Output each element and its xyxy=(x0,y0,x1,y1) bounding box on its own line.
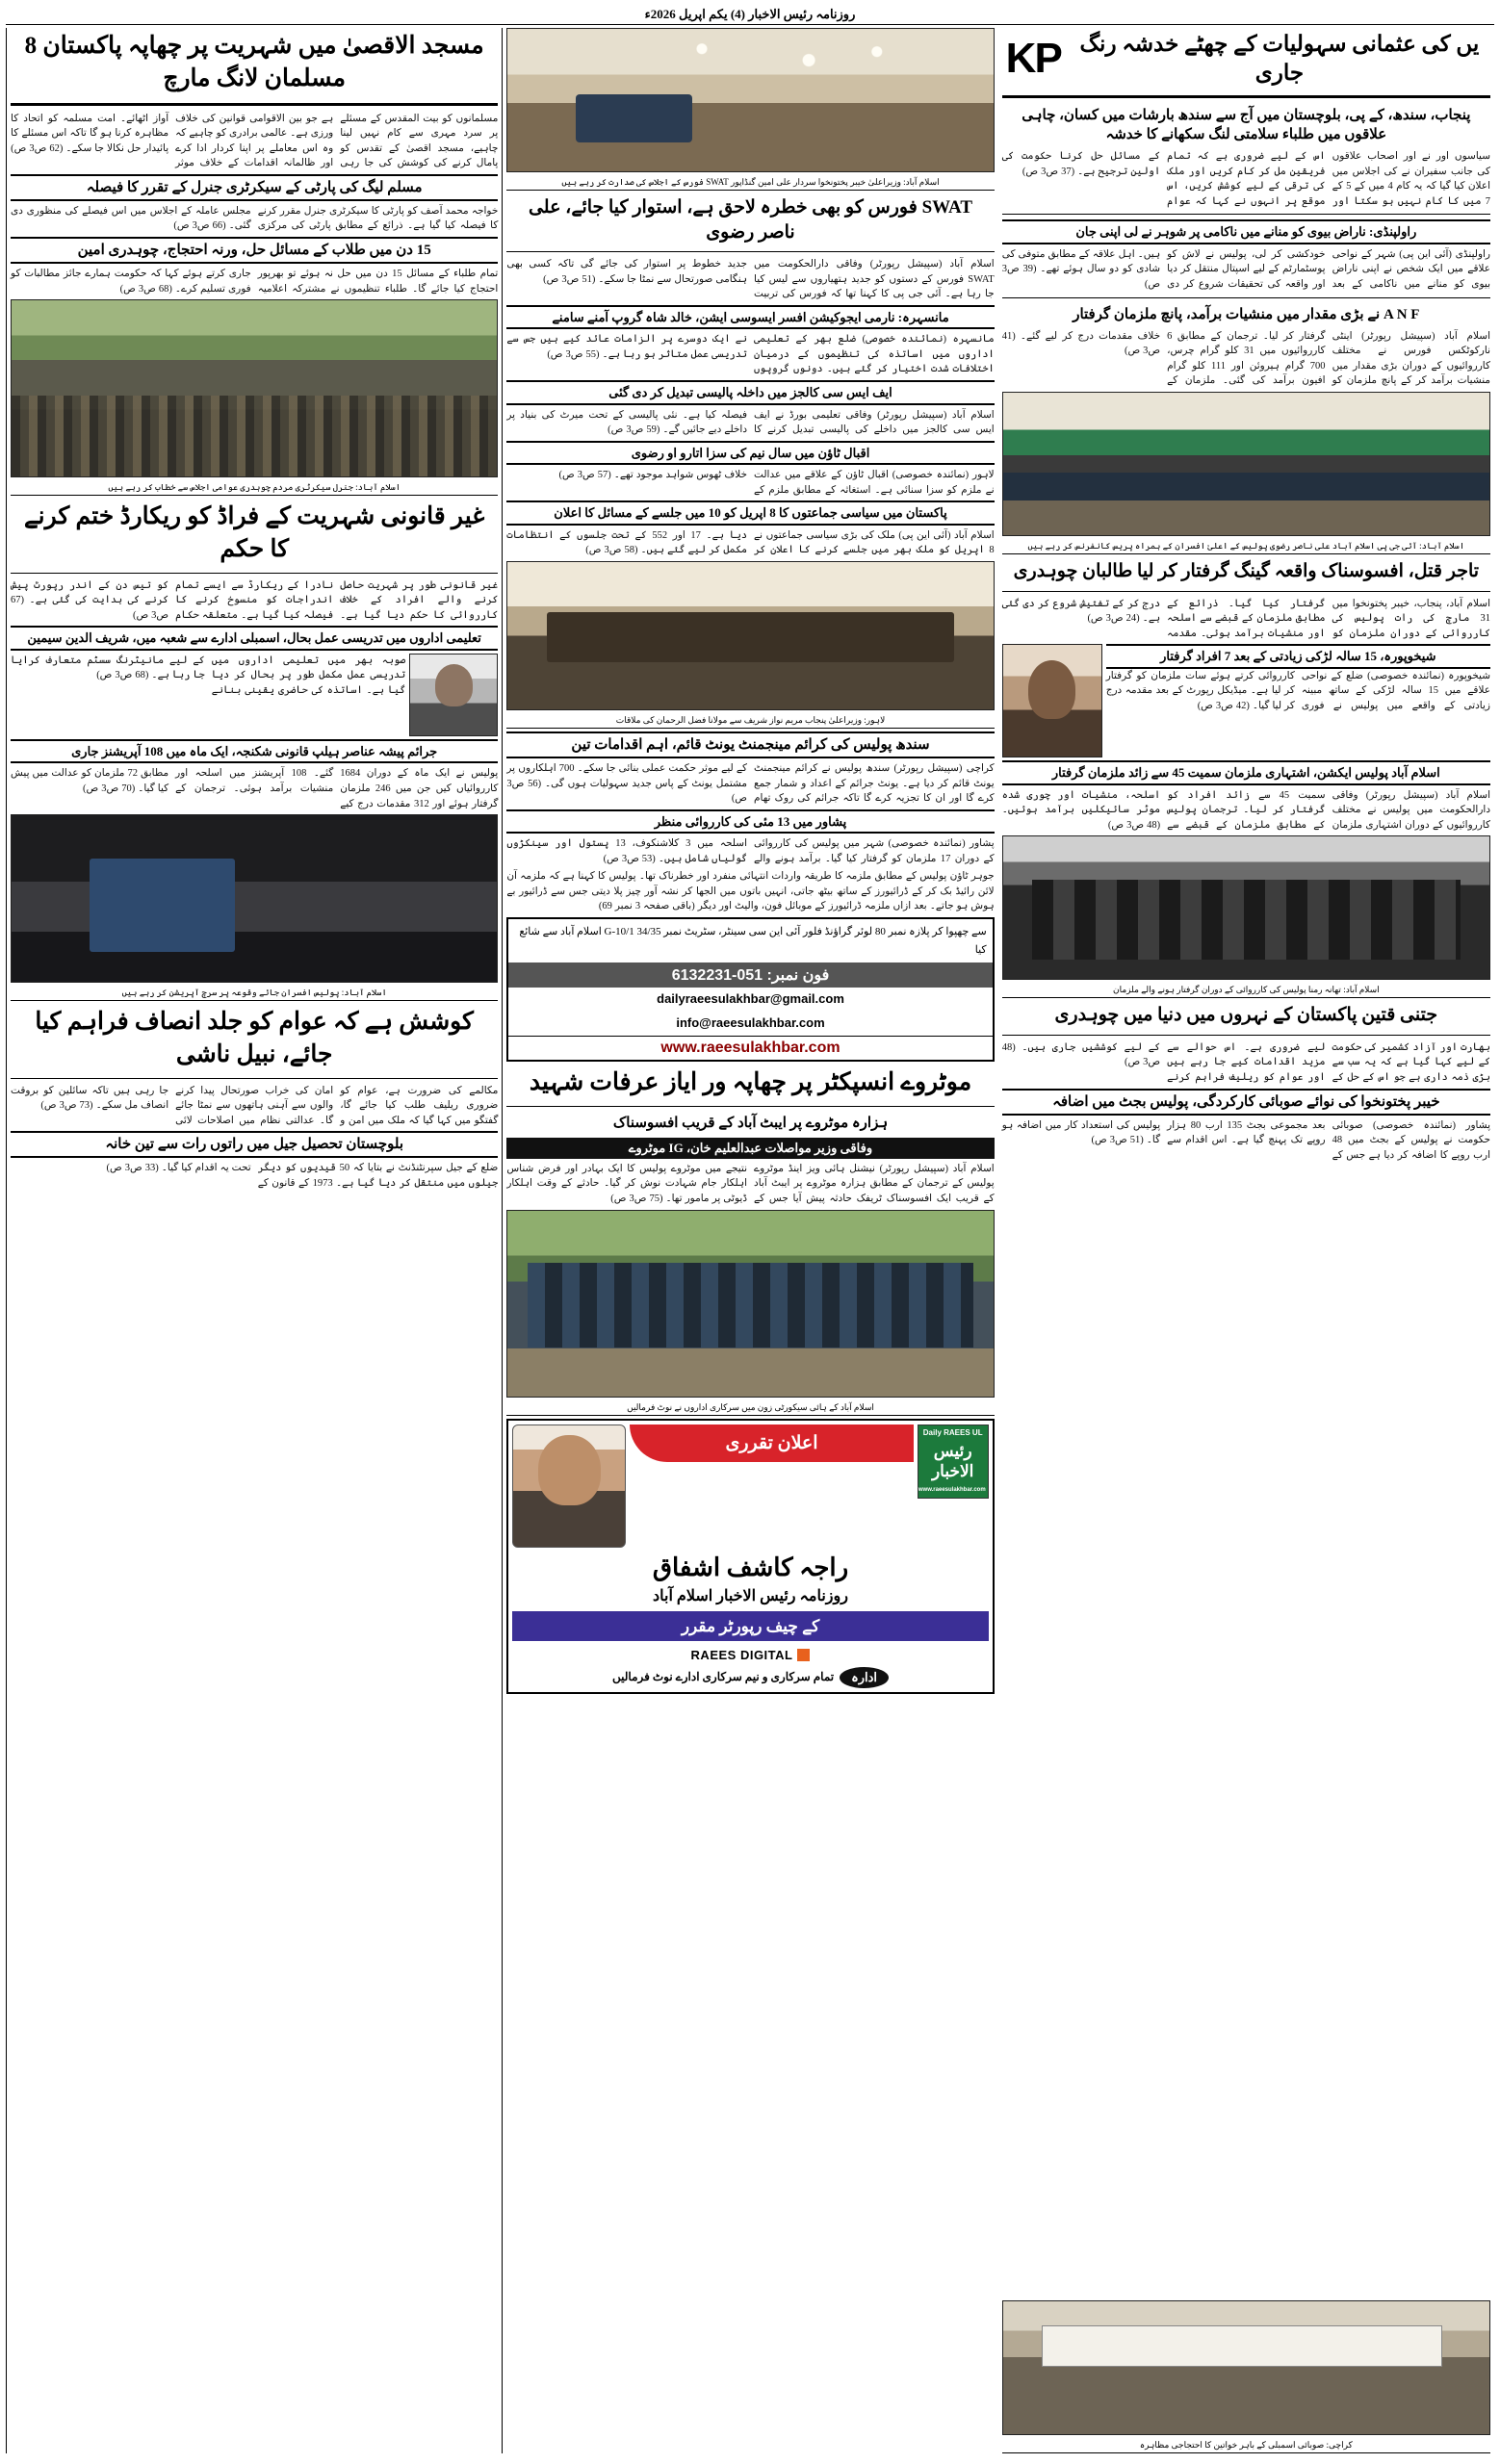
pak-headline: پاکستان میں سیاسی جماعتوں کا 8 اپریل کو 10 میں جلسے کے مسائل کا اعلان xyxy=(506,500,994,526)
contact-phone xyxy=(508,962,992,988)
anf-headline: A N F نے بڑی مقدار میں منشیات برآمد، پانچ ملزمان گرفتار xyxy=(1073,306,1420,322)
suspects-photo xyxy=(1002,835,1490,980)
digital-square-icon xyxy=(797,1649,810,1661)
sindh-police-headline: سندھ پولیس کی کرائم مینجمنٹ یونٹ قائم، اہم اقدامات تین xyxy=(506,732,994,758)
divider xyxy=(11,1078,498,1079)
meeting-caption: لاہور: وزیراعلیٰ پنجاب مریم نواز شریف سے مولانا فضل الرحمان کی ملاقات xyxy=(506,713,994,729)
left-top-headline: مسجد الاقصیٰ میں شہریت پر چھاپہ پاکستان 8 مسلمان لانگ مارچ xyxy=(24,33,484,91)
contact-email-1[interactable]: dailyraeesulakhbar@gmail.com xyxy=(657,991,844,1007)
motorway-inverse-headline: وفاقی وزیر مواصلات عبدالعلیم خان، IG موٹروے xyxy=(506,1138,994,1159)
logo-name-en: RAEES UL xyxy=(944,1427,983,1437)
divider xyxy=(1002,1035,1490,1036)
police-security-caption: اسلام آباد کے ہائی سیکورٹی زون میں سرکاری اداروں نے نوٹ فرمالیں xyxy=(506,1400,994,1416)
last-headline: جتنی قتین پاکستان کے نہروں میں دنیا میں چوہدری xyxy=(1054,1005,1438,1026)
divider xyxy=(506,1106,994,1107)
story2-headline: راولپنڈی: ناراض بیوی کو منانے میں ناکامی پر شوہر نے لی اپنی جان xyxy=(1002,219,1490,244)
peshawar-body: پشاور (نمائندہ خصوصی) شہر میں پولیس کی کارروائی کے دوران 17 ملزمان کو گرفتار کیا گیا۔ برآمد ہونے والے اسلحہ میں 3 کلاشنکوف، 13 پستول اور سینکڑوں گولیاں شامل ہیں۔ (53 ص3 ص) xyxy=(506,838,995,864)
college-headline: ایف ایس سی کالجز میں داخلہ پالیسی تبدیل کر دی گئی xyxy=(506,380,994,405)
police-security-photo xyxy=(506,1210,994,1398)
newspaper-logo xyxy=(918,1424,989,1499)
mansehra-body: مانسہرہ (نمائندہ خصوصی) ضلع بھر کے تعلیمی اداروں میں اساتذہ کی تنظیموں کے درمیان اختلافات شدت اختیار کر گئے ہیں۔ دونوں گروپوں نے ایک دوسرے پر الزامات عائد کیے ہیں جس سے تدریسی عمل متاثر ہو رہا ہے۔ (55 ص3 ص) xyxy=(506,334,995,375)
balochistan-headline: بلوچستان تحصیل جیل میں راتوں رات سے تین خانہ xyxy=(11,1131,498,1158)
divider xyxy=(11,573,498,574)
page-grid xyxy=(6,28,1494,2453)
kp-badge: KP xyxy=(1005,34,1061,82)
ad-role: کے چیف رپورٹر مقرر xyxy=(512,1611,988,1641)
sindh-police-body: کراچی (سپیشل رپورٹر) سندھ پولیس نے کرائم مینجمنٹ یونٹ قائم کر دیا ہے۔ یونٹ جرائم کے اعداد و شمار جمع کرے گا اور ان کا تجزیہ کرے گا تاکہ جرائم کی روک تھام کے لیے موثر حکمت عملی بنائی جا سکے۔ 700 اہلکاروں پر مشتمل یونٹ کے پاس جدید سہولیات ہوں گی۔ (56 ص3 ص) xyxy=(506,763,995,805)
ghair-body: غیر قانونی طور پر شہریت حاصل کرنے والے افراد کے خلاف کارروائی کا حکم دیا گیا ہے۔ نادرا کے ریکارڈ سے ایسے تمام اندراجات کو منسوخ کرنے کا فیصلہ کیا گیا ہے۔ متعلقہ حکام کو تیس دن کے اندر رپورٹ پیش کرنے کی ہدایت کی گئی ہے۔ (67 ص3 ص) xyxy=(11,579,499,621)
story2-body: راولپنڈی (آئی این پی) شہر کے نواحی علاقے میں ایک شخص نے اپنی ناراض بیوی کو منانے میں ناکامی کے بعد خودکشی کر لی، پولیس نے لاش کو پوسٹمارٹم کے لیے اسپتال منتقل کر دیا اور واقعہ کی تحقیقات شروع کر دی ہیں۔ اہل علاقہ کے مطابق متوفی کی شادی کو دو سال ہوئے تھے۔ (39 ص3 ص) xyxy=(1001,248,1490,291)
sheikhupura-body: شیخوپورہ (نمائندہ خصوصی) ضلع کے نواحی علاقے میں 15 سالہ لڑکی کے ساتھ مبینہ زیادتی کے واقعے میں پولیس نے فوری کارروائی کرتے ہوئے سات ملزمان کو گرفتار کر لیا ہے۔ میڈیکل رپورٹ کے بعد مقدمہ درج کر لیا گیا۔ (42 ص3 ص) xyxy=(1105,670,1490,711)
ad-chip-label: ادارہ xyxy=(840,1667,889,1688)
iqbaltown-headline: اقبال ٹاؤن میں سال نیم کی سزا اتارو او رضوی xyxy=(506,441,994,466)
column-center xyxy=(502,28,997,2453)
education-body: صوبہ بھر میں تعلیمی اداروں میں تدریسی عمل مکمل طور پر بحال کر دیا گیا ہے۔ اساتذہ کی حاضری یقینی بنانے کے لیے مانیٹرنگ سسٹم متعارف کرایا جا رہا ہے۔ (68 ص3 ص) xyxy=(11,654,406,696)
koshish-body: مکالمے کی ضرورت ہے، عوام کو ضروری ریلیف طلب کیا جائے گا، گفتگو میں کہا گیا کہ ملک میں امن و امان کی خراب صورتحال پیدا کرنے والوں سے آہنی ہاتھوں سے نمٹا جائے گا۔ عدالتی نظام میں اصلاحات لائی جا رہی ہیں تاکہ سائلین کو بروقت انصاف مل سکے۔ (73 ص3 ص) xyxy=(11,1085,499,1126)
contact-address: سے چھپوا کر پلازہ نمبر 80 لوئر گراؤنڈ فلور آئی این سی سینٹر، سٹریٹ نمبر 34/35 G-10/1 اسلام آباد سے شائع کیا xyxy=(519,925,987,956)
last-body: بھارت اور آزاد کشمیر کی حکومت کے لیے کہا گیا ہے کہ یہ سب سے بڑی ذمہ داری ہے جو اس کے حل کے لیے ضروری ہے۔ اس حوالے سے مزید اقدامات کیے جا رہے ہیں اور عوام کو ریلیف فراہم کرنے کے لیے کوششیں جاری ہیں۔ (48 ص3 ص) xyxy=(1001,1041,1490,1083)
divider xyxy=(1002,95,1490,98)
digital-label: RAEES DIGITAL xyxy=(690,1647,793,1662)
protest-caption: کراچی: صوبائی اسمبلی کے باہر خواتین کا احتجاجی مظاہرہ xyxy=(1002,2438,1490,2453)
divider xyxy=(1002,214,1490,215)
final-body: پشاور (نمائندہ خصوصی) صوبائی حکومت نے پولیس کے بجٹ میں 48 ارب روپے کا اضافہ کر دیا ہے جس کے بعد مجموعی بجٹ 135 ارب 80 ہزار روپے تک پہنچ گیا ہے۔ اس اقدام سے پولیس کی استعداد کار میں اضافہ ہو گا۔ (51 ص3 ص) xyxy=(1001,1119,1490,1161)
divider xyxy=(1002,297,1490,298)
ghair-headline: غیر قانونی شہریت کے فراڈ کو ریکارڈ ختم کرنے کا حکم xyxy=(24,503,485,562)
college-body: اسلام آباد (سپیشل رپورٹر) وفاقی تعلیمی بورڈ نے ایف ایس سی کالجز میں داخلے کی پالیسی تبدیل کرنے کا فیصلہ کیا ہے۔ نئی پالیسی کے تحت میرٹ کی بنیاد پر داخلے دیے جائیں گے۔ (59 ص3 ص) xyxy=(506,409,995,436)
swat-body: اسلام آباد (سپیشل رپورٹر) وفاقی دارالحکومت میں SWAT فورس کے دستوں کو جدید ہتھیاروں سے لیس کیا جا رہا ہے۔ آئی جی پی کا کہنا تھا کہ فورس کی تربیت جدید خطوط پر استوار کی جائے گی تاکہ کسی بھی ہنگامی صورتحال سے نمٹا جا سکے۔ (51 ص3 ص) xyxy=(506,259,995,300)
lead-headline: پنجاب، سندھ، کے پی، بلوچستان میں آج سے سندھ بارشات میں کسان، چاہی علاقوں میں طلباء سلامتی لنگ سکھانے کا خدشہ xyxy=(1022,107,1471,143)
phone-label: فون نمبر: xyxy=(766,967,830,985)
masthead: روزنامہ رئیس الاخبار (4) یکم اپریل 2026ء xyxy=(6,4,1494,25)
swat-caption: اسلام آباد: وزیراعلیٰ خیبر پختونخوا سردار علی امین گنڈاپور SWAT فورس کے اجلاس کی صدارت کر رہے ہیں xyxy=(506,175,994,191)
protest-photo xyxy=(1002,2300,1490,2435)
press-conference-caption: اسلام آباد: آئی جی پی اسلام آباد علی ناصر رضوی پولیس کے اعلیٰ افسران کے ہمراہ پریس کانفرنس کر رہے ہیں xyxy=(1002,539,1490,554)
divider xyxy=(11,103,498,106)
woman-photo xyxy=(1002,644,1102,757)
meeting-photo xyxy=(506,561,994,710)
phone-number: 051-6132231 xyxy=(671,967,763,985)
raees-digital-logo xyxy=(512,1645,988,1665)
ad-foot-text: تمام سرکاری و نیم سرکاری ادارے نوٹ فرمالیں xyxy=(612,1670,835,1684)
column-left xyxy=(6,28,502,2453)
press-conference-photo xyxy=(1002,392,1490,536)
contact-ad-box xyxy=(506,917,994,1062)
swat-headline: SWAT فورس کو بھی خطرہ لاحق ہے، استوار کیا جائے، علی ناصر رضوی xyxy=(528,197,973,243)
muslim-league-headline: مسلم لیگ کی پارٹی کے سیکرٹری جنرل کے تقرر کا فیصلہ xyxy=(11,174,498,201)
contact-email-2[interactable]: info@raeesulakhbar.com xyxy=(676,1015,825,1031)
sheikhupura-headline: شیخوپورہ، 15 سالہ لڑکی زیادتی کے بعد 7 افراد گرفتار xyxy=(1106,644,1490,669)
koshish-headline: کوشش ہے کہ عوام کو جلد انصاف فراہم کیا جائے، نبیل ناشی xyxy=(35,1009,474,1067)
motorway-body: اسلام آباد (سپیشل رپورٹر) نیشنل ہائی ویز اینڈ موٹروے پولیس کے ترجمان کے مطابق ہزارہ موٹروے پر ایبٹ آباد کے قریب ایک افسوسناک ٹریفک حادثہ پیش آیا جس کے نتیجے میں موٹروے پولیس کا ایک بہادر اور فرض شناس اہلکار جام شہادت نوش کر گیا۔ حادثے کے وقت اہلکار ڈیوٹی پر مامور تھا۔ (75 ص3 ص) xyxy=(506,1163,995,1205)
motorway-sub: ہزارہ موٹروے پر ایبٹ آباد کے قریب افسوسناک xyxy=(612,1115,889,1131)
divider xyxy=(506,251,994,252)
anf-body: اسلام آباد (سپیشل رپورٹر) اینٹی نارکوٹکس فورس نے مختلف کارروائیوں کے دوران بڑی مقدار میں منشیات برآمد کر کے پانچ ملزمان کو گرفتار کر لیا۔ ترجمان کے مطابق 6 کارروائیوں میں 31 کلو گرام چرس، 700 گرام ہیروئن اور 111 کلو گرام افیون برآمد کی گئی۔ ملزمان کے خلاف مقدمات درج کر لیے گئے۔ (41 ص3 ص) xyxy=(1001,330,1490,387)
fifteen-day-body: تمام طلباء کے مسائل 15 دن میں حل نہ ہوئے تو بھرپور احتجاج کیا جائے گا۔ طلباء تنظیموں نے مشترکہ اعلامیہ جاری کرتے ہوئے کہا کہ حکومت ہمارے جائز مطالبات کو فوری تسلیم کرے۔ (68 ص3 ص) xyxy=(11,269,499,295)
lead-body: سیاسوں اور نے اور اصحاب علاقوں کی جانب سفیران نے کی اجلاس میں اعلان کیا گیا کہ یہ کام 4 میں کے 5 کے 7 میں کا کام نہیں ہو سکتا اور اس کے لیے ضروری ہے کہ تمام فریقین مل کر کام کریں اور ملک کی ترقی کے لیے کوشش کریں، اس موقع پر انہوں نے کہا کہ عوام کے مسائل حل کرنا حکومت کی اولین ترجیح ہے۔ (37 ص3 ص) xyxy=(1001,151,1491,207)
ad-portrait-photo xyxy=(512,1424,626,1548)
arrest-caption: اسلام آباد: پولیس افسران جائے وقوعہ پر سرچ آپریشن کر رہے ہیں xyxy=(11,986,498,1001)
ad-person-name: راجہ کاشف اشفاق xyxy=(652,1553,849,1581)
taxi-body: جوہر ٹاؤن پولیس کے مطابق ملزمہ کا طریقہ واردات انتہائی منفرد اور خطرناک تھا۔ پولیس کا کہنا ہے کہ ملزمہ آن لائن رائیڈ بک کر کے ڈرائیورز کے ساتھ بیٹھ جاتی، انہیں باتوں میں الجھا کر نشہ آور چیز پلا دیتی جس سے ڈرائیور بے ہوش ہو جاتے۔ بعد ازاں ملزمہ ڈرائیورز کے موبائل فون، والیٹ اور دیگر (باقی صفحہ 3 نمبر 69) xyxy=(506,871,995,912)
iqbaltown-body: لاہور (نمائندہ خصوصی) اقبال ٹاؤن کے علاقے میں عدالت نے ملزم کو سزا سنائی ہے۔ استغاثہ کے مطابق ملزم کے خلاف ٹھوس شواہد موجود تھے۔ (57 ص3 ص) xyxy=(558,470,995,496)
left-top-body: مسلمانوں کو بیت المقدس کے مسئلے پر سرد مہری سے کام نہیں لینا چاہیے، مسجد اقصیٰ کے تقدس کو پامال کرنے کی کوشش کی جا رہی ہے جو بین الاقوامی قوانین کی خلاف ورزی ہے۔ عالمی برادری کو چاہیے کہ وہ اس معاملے پر اپنا کردار ادا کرے اور ظالمانہ اقدامات کے خلاف موثر آواز اٹھائے۔ امت مسلمہ کو اتحاد کا مظاہرہ کرنا ہو گا تاکہ اس مسئلے کا پائیدار حل نکالا جا سکے۔ (62 ص3 ص) xyxy=(11,113,499,169)
balochistan-body: ضلع کے جیل سپرنٹنڈنٹ نے بتایا کہ 50 قیدیوں کو دیگر جیلوں میں منتقل کر دیا گیا ہے۔ 1973 کے قانون کے تحت یہ اقدام کیا گیا۔ (33 ص3 ص) xyxy=(106,1163,499,1189)
education-headline: تعلیمی اداروں میں تدریسی عمل بحال، اسمبلی ادارے سے شعبہ میں، شریف الدین سیمین xyxy=(11,626,498,651)
logo-website: www.raeesulakhbar.com xyxy=(918,1487,986,1494)
peshawar-headline: پشاور میں 13 مئی کی کارروائی منظر xyxy=(506,809,994,834)
tajir-body: اسلام آباد، پنجاب، خیبر پختونخوا میں 31 مارچ کی رات پولیس کی کارروائی کے دوران ملزمان کو گرفتار کیا گیا۔ ذرائع کے مطابق ملزمان کے قبضے سے اسلحہ اور منشیات برآمد ہوئی۔ مقدمہ درج کر کے تفتیش شروع کر دی گئی ہے۔ (24 ص3 ص) xyxy=(1001,598,1490,639)
ad-footer xyxy=(512,1665,988,1688)
divider xyxy=(1002,591,1490,592)
muslim-league-body: خواجہ محمد آصف کو پارٹی کا سیکرٹری جنرل مقرر کرنے کا فیصلہ کیا گیا ہے۔ ذرائع کے مطابق پارٹی کی مرکزی مجلس عاملہ کے اجلاس میں اس فیصلے کی منظوری دی گئی۔ (66 ص3 ص) xyxy=(11,205,499,232)
logo-daily-text: Daily xyxy=(922,1427,942,1437)
tajir-headline: تاجر قتل، افسوسناک واقعہ گینگ گرفتار کر لیا طالبان چوہدری xyxy=(1013,560,1480,581)
crime-body: پولیس نے ایک ماہ کے دوران 1684 کارروائیاں کیں جن میں 246 ملزمان گرفتار ہوئے اور 312 مقدمات درج کیے گئے۔ 108 آپریشنز میں اسلحہ اور منشیات برآمد ہوئی۔ ترجمان کے مطابق 72 ملزمان کو عدالت میں پیش کیا گیا۔ (70 ص3 ص) xyxy=(11,768,499,809)
ad-banner: اعلان تقرری xyxy=(630,1424,913,1462)
islamabad-police-headline: اسلام آباد پولیس ایکشن، اشتہاری ملزمان سمیت 45 سے زائد ملزمان گرفتار xyxy=(1002,760,1490,785)
appointment-ad xyxy=(506,1419,994,1694)
suspects-caption: اسلام آباد: تھانہ رمنا پولیس کی کارروائی کے دوران گرفتار ہونے والے ملزمان xyxy=(1002,983,1490,998)
crowd-photo xyxy=(11,299,498,477)
contact-website[interactable]: www.raeesulakhbar.com xyxy=(508,1036,992,1060)
fifteen-day-headline: 15 دن میں طلاب کے مسائل حل، ورنہ احتجاج، چوہدری امین xyxy=(11,237,498,264)
swat-meeting-photo xyxy=(506,28,994,172)
arrest-photo xyxy=(11,814,498,983)
mansehra-headline: مانسہرہ: نارمی ایجوکیشن افسر ایسوسی ایشن، خالد شاہ گروپ آمنے سامنے xyxy=(506,305,994,330)
crowd-caption: اسلام آباد: جنرل سیکرٹری مردم چوہدری عوامی اجلاس سے خطاب کر رہے ہیں xyxy=(11,480,498,496)
kp-header-row xyxy=(1002,28,1490,90)
ad-paper-name: روزنامہ رئیس الاخبار اسلام آباد xyxy=(653,1587,848,1604)
kp-headline: یں کی عثمانی سہولیات کے چھٹے خدشہ رنگ جاری xyxy=(1079,32,1480,85)
ad-top-row xyxy=(512,1424,988,1548)
crime-headline: جرائم پیشہ عناصر ہیلپ قانونی شکنجہ، ایک ماہ میں 108 آپریشنز جاری xyxy=(11,739,498,764)
logo-name-ur: رئیس الاخبار xyxy=(931,1441,974,1480)
motorway-headline: موٹروے انسپکٹر پر چھاپہ ور ایاز عرفات شہید xyxy=(529,1068,972,1095)
education-portrait xyxy=(409,654,498,736)
column-right xyxy=(998,28,1494,2453)
final-headline: خیبر پختونخوا کی نوائے صوبائی کارکردگی، پولیس بجٹ میں اضافہ xyxy=(1002,1089,1490,1116)
pak-body: اسلام آباد (آئی این پی) ملک کی بڑی سیاسی جماعتوں نے 8 اپریل کو ملک بھر میں جلسے کرنے کا اعلان کر دیا ہے۔ 17 اور 552 کے تحت جلسوں کے انتظامات مکمل کر لیے گئے ہیں۔ (58 ص3 ص) xyxy=(506,529,995,556)
islamabad-police-body: اسلام آباد (سپیشل رپورٹر) وفاقی دارالحکومت میں پولیس نے مختلف کارروائیوں کے دوران اشتہاری ملزمان سمیت 45 سے زائد افراد کو گرفتار کر لیا۔ ترجمان پولیس کے مطابق ملزمان کے قبضے سے اسلحہ، منشیات اور چوری شدہ موٹر سائیکلیں برآمد ہوئیں۔ (48 ص3 ص) xyxy=(1001,789,1490,831)
